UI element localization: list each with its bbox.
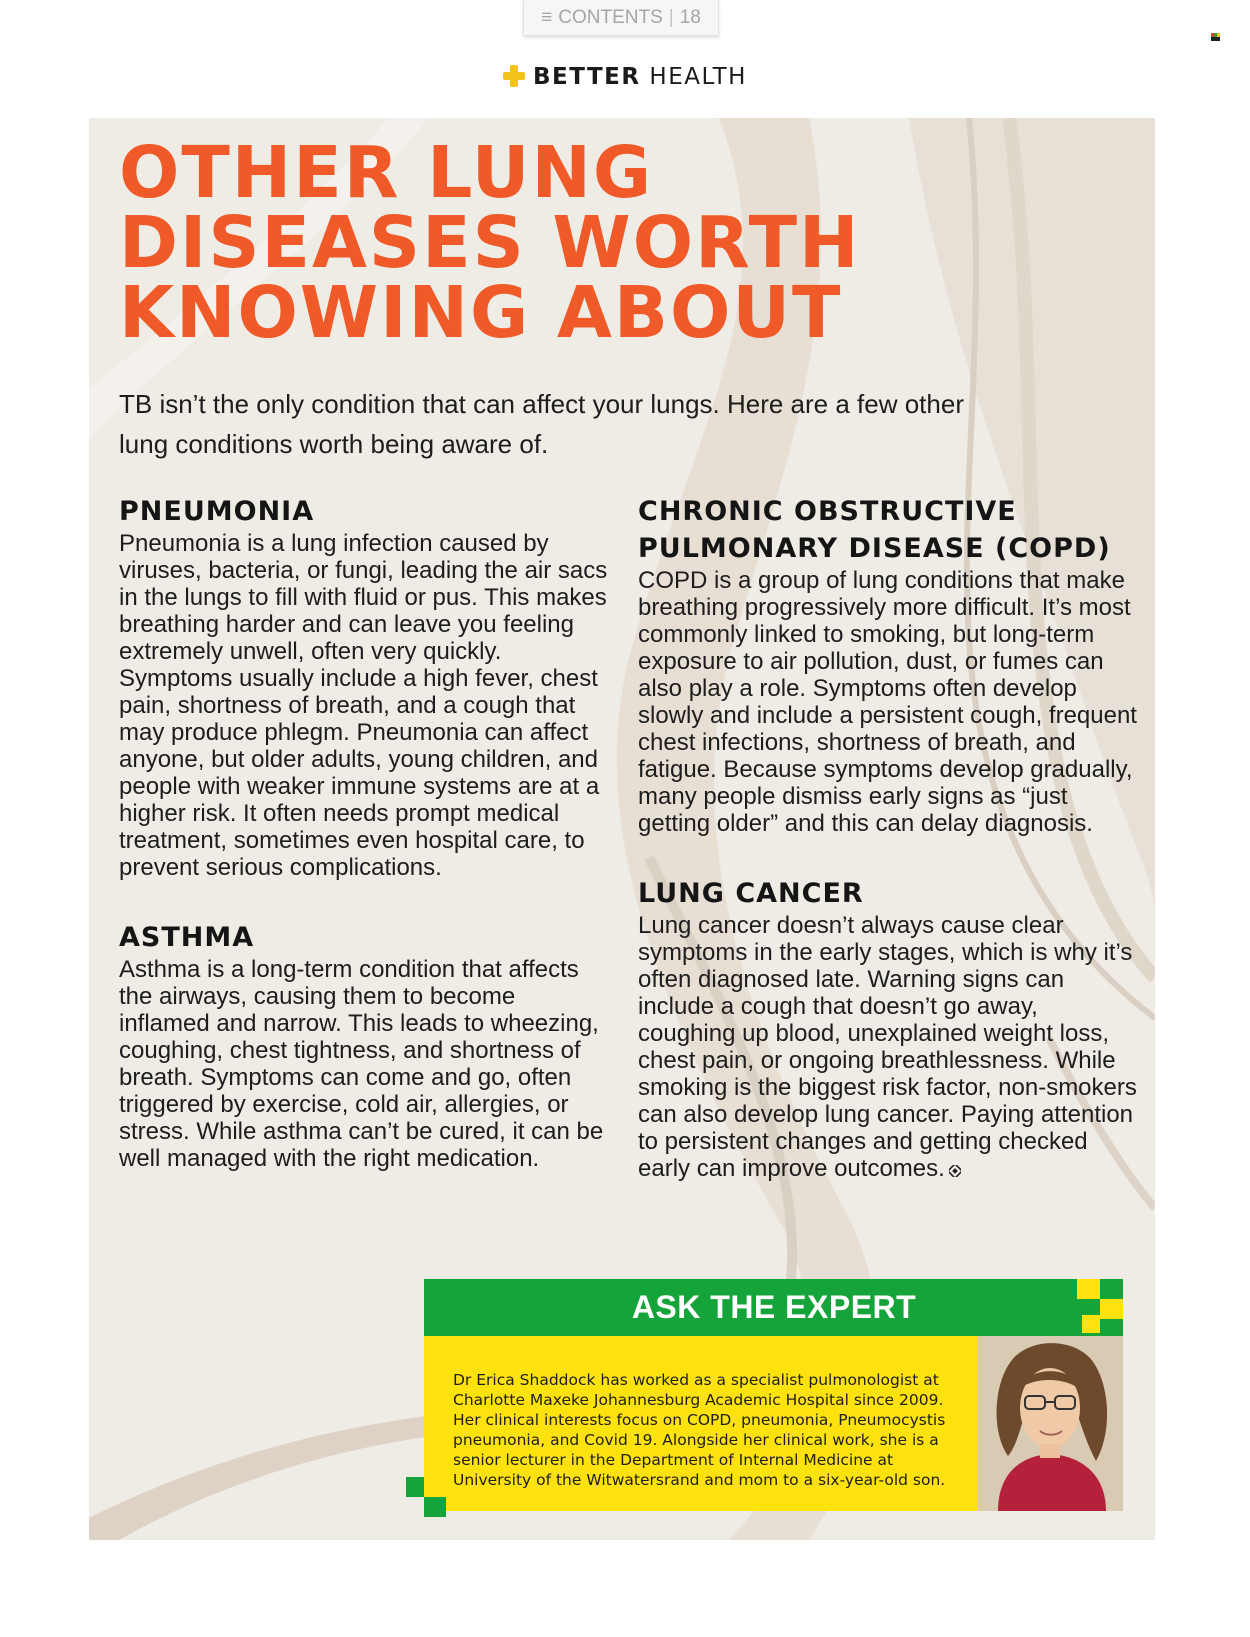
brand-light: HEALTH — [649, 64, 747, 90]
brand-bold: BETTER — [533, 64, 641, 90]
section-body: Asthma is a long-term condition that affects the airways, causing them to become inflamed and narrow. This leads to wheezing, coughing, chest tightness, and shortness of breath. Symptoms can come and go, often triggered by exercise, cold air, allergies, or stress. While asthma can’t be cured, it can be well managed with the right medication. — [119, 956, 604, 1172]
left-column — [119, 493, 609, 1210]
expert-body — [424, 1336, 1123, 1511]
right-column — [638, 493, 1138, 1220]
page-number: 18 — [679, 6, 701, 28]
expert-bio: Dr Erica Shaddock has worked as a specialist pulmonologist at Charlotte Maxeke Johannesburg Academic Hospital since 2009. Her clinical interests focus on COPD, pneumonia, Pneumocystis pneumonia, and Covid 19. Alongside her clinical work, she is a senior lecturer in the Department of Internal Medicine at University of the Witwatersrand and mom to a six-year-old son. — [453, 1371, 946, 1489]
section-body: COPD is a group of lung conditions that make breathing progressively more difficult. It’s most commonly linked to smoking, but long-term exposure to air pollution, dust, or fumes can also play a role. Symptoms often develop slowly and include a persistent cough, frequent chest infections, shortness of breath, and fatigue. Because symptoms develop gradually, many people dismiss early signs as “just getting older” and this can delay diagnosis. — [638, 567, 1137, 837]
expert-portrait — [978, 1336, 1123, 1511]
article-title — [119, 131, 861, 354]
section-heading: ASTHMA — [119, 922, 255, 953]
contents-divider: | — [668, 6, 674, 28]
section-pneumonia — [119, 493, 609, 881]
title-line-1: OTHER LUNG — [119, 131, 654, 214]
brand-header — [0, 64, 1250, 90]
section-asthma — [119, 919, 609, 1172]
pixel-accent — [1100, 1299, 1123, 1319]
contents-label: CONTENTS — [558, 6, 663, 28]
section-body — [638, 912, 1138, 1182]
pixel-accent — [1077, 1279, 1100, 1299]
section-heading: LUNG CANCER — [638, 878, 864, 909]
article-end-icon — [949, 1165, 961, 1177]
menu-icon: ≡ — [541, 6, 553, 28]
article-intro: TB isn’t the only condition that can affect your lungs. Here are a few other lung conditions worth being aware of. — [119, 389, 964, 459]
section-body: Pneumonia is a lung infection caused by viruses, bacteria, or fungi, leading the air sacs in the lungs to fill with fluid or pus. This makes breathing harder and can leave you feeling extremely unwell, often very quickly. Symptoms usually include a high fever, chest pain, shortness of breath, and a cough that may produce phlegm. Pneumonia can affect anyone, but older adults, young children, and people with weaker immune systems are at a higher risk. It often needs prompt medical treatment, sometimes even hospital care, to prevent serious complications. — [119, 530, 608, 881]
section-heading: CHRONIC OBSTRUCTIVE PULMONARY DISEASE (COPD) — [638, 496, 1111, 564]
contents-tab[interactable] — [523, 0, 719, 36]
section-heading: PNEUMONIA — [119, 496, 315, 527]
section-copd — [638, 493, 1138, 837]
pixel-accent — [1064, 1299, 1082, 1317]
ask-the-expert-box — [424, 1279, 1123, 1519]
health-plus-icon — [503, 65, 525, 87]
expert-title: ASK THE EXPERT — [631, 1289, 917, 1325]
lung-cancer-text: Lung cancer doesn’t always cause clear symptoms in the early stages, which is why it’s often diagnosed late. Warning signs can include a cough that doesn’t go away, coughing up blood, unexplained weight loss, chest pain, or ongoing breathlessness. While smoking is the biggest risk factor, non-smokers can also develop lung cancer. Paying attention to persistent changes and getting checked early can improve outcomes. — [638, 912, 1137, 1182]
pixel-accent — [1082, 1315, 1100, 1333]
pixel-accent — [406, 1477, 424, 1497]
title-line-3: KNOWING ABOUT — [119, 271, 843, 354]
corner-color-mark — [1211, 33, 1220, 41]
pixel-accent — [424, 1497, 446, 1517]
title-line-2: DISEASES WORTH — [119, 201, 861, 284]
section-lung-cancer — [638, 875, 1138, 1182]
